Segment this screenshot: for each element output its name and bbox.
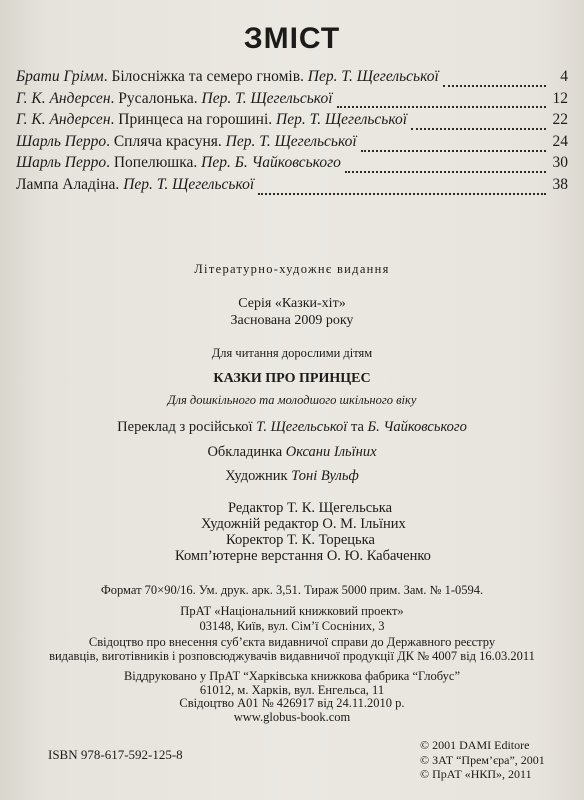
toc-separator: . — [103, 68, 112, 85]
cover-prefix: Обкладинка — [207, 444, 286, 460]
toc-separator: . — [106, 154, 114, 172]
translation-credit — [0, 419, 584, 436]
cover-artist: Оксани Ільїних — [285, 444, 377, 460]
edition-type: Літературно-художнє видання — [194, 262, 390, 276]
series-founded: Заснована 2009 року — [230, 313, 354, 328]
printer-address: 61012, м. Харків, вул. Енгельса, 11 — [199, 683, 385, 697]
artist-name: Тоні Вульф — [291, 468, 359, 484]
toc-author: Шарль Перро — [16, 154, 107, 172]
cover-credit — [0, 444, 584, 461]
translator-2: Б. Чайковського — [367, 419, 467, 435]
toc-translator: Пер. Т. Щегельської — [307, 68, 439, 85]
copyright-line: © 2001 DAMI Editore — [420, 738, 530, 752]
copyright-block — [420, 738, 545, 782]
toc-separator: . — [106, 132, 114, 150]
toc-entry-text — [16, 90, 333, 108]
print-format: Формат 70×90/16. Ум. друк. арк. 3,51. Тираж 5000 прим. Зам. № 1-0594. — [100, 583, 484, 597]
dot-leader — [443, 75, 546, 87]
audience: Для читання дорослими дітям — [211, 346, 373, 360]
toc-author: Г. К. Андерсен — [16, 89, 111, 107]
toc-entry — [16, 90, 568, 112]
page-title: ЗМІСТ — [243, 22, 341, 55]
toc-page-number: 4 — [560, 68, 568, 85]
toc-separator: . — [110, 89, 119, 107]
dot-leader — [345, 161, 546, 173]
toc-entry — [16, 111, 568, 133]
toc-author: Г. К. Андерсен — [16, 111, 111, 129]
proofreader-credit: Коректор Т. К. Торецька — [226, 532, 375, 548]
dot-leader — [361, 140, 546, 152]
toc-page-number: 24 — [552, 132, 568, 150]
copyright-line: © ПрАТ «НКП», 2011 — [420, 767, 532, 781]
toc-entry — [16, 68, 568, 90]
toc-page-number: 38 — [552, 175, 568, 193]
artist-prefix: Художник — [225, 468, 292, 484]
dot-leader — [337, 96, 546, 108]
toc-entry — [16, 154, 568, 176]
series: Серія «Казки-хіт» — [238, 296, 346, 311]
age-group: Для дошкільного та молодшого шкільного віку — [167, 393, 417, 407]
toc-story: Лампа Аладіна. — [16, 175, 124, 193]
certificate-line-1: Свідоцтво про внесення суб’єкта видавничої справи до Державного реєстру — [88, 635, 496, 649]
printer-certificate: Свідоцтво А01 № 426917 від 24.11.2010 р. — [179, 696, 405, 710]
toc-story: Русалонька. — [118, 89, 202, 107]
translation-prefix: Переклад з російської — [117, 419, 257, 435]
toc-page-number: 22 — [552, 111, 568, 129]
toc-separator: . — [110, 111, 119, 129]
toc-story: Білосніжка та семеро гномів. — [111, 68, 308, 85]
toc-entry-text — [16, 111, 407, 129]
editor-credit: Редактор Т. К. Щегельська — [228, 500, 393, 516]
website: www.globus-book.com — [233, 710, 351, 724]
toc-author: Шарль Перро — [16, 132, 107, 150]
toc-entry — [16, 176, 568, 198]
toc-translator: Пер. Б. Чайковського — [201, 154, 341, 172]
toc-translator: Пер. Т. Щегельської — [276, 111, 408, 129]
dot-leader — [258, 183, 546, 195]
printed-by: Віддруковано у ПрАТ “Харківська книжкова фабрика “Глобус” — [123, 669, 461, 683]
translator-1: Т. Щегельської — [256, 419, 348, 435]
layout-credit: Комп’ютерне верстання О. Ю. Кабаченко — [175, 548, 431, 564]
toc-entry-text — [16, 68, 439, 86]
toc-page-number: 30 — [552, 154, 568, 172]
toc-entry-text — [16, 154, 341, 172]
toc-entry-text — [16, 133, 357, 151]
toc-author: Брати Грімм — [16, 68, 104, 85]
toc-story: Попелюшка. — [113, 154, 202, 172]
isbn: ISBN 978-617-592-125-8 — [48, 747, 183, 762]
toc-story: Спляча красуня. — [113, 132, 226, 150]
toc-page-number: 12 — [552, 89, 568, 107]
publisher: ПрАТ «Національний книжковий проект» — [180, 604, 404, 618]
toc-translator: Пер. Т. Щегельської — [225, 132, 357, 150]
toc-translator: Пер. Т. Щегельської — [201, 89, 333, 107]
book-title: КАЗКИ ПРО ПРИНЦЕС — [213, 371, 371, 386]
table-of-contents — [16, 68, 568, 198]
copyright-line: © ЗАТ “Прем’єра”, 2001 — [420, 752, 545, 767]
artist-credit — [0, 468, 584, 485]
certificate-line-2: видавців, виготівників і розповсюджувачів видавничої продукції ДК № 4007 від 16.03.2011 — [49, 649, 535, 663]
translation-mid: та — [347, 419, 368, 435]
toc-entry-text — [16, 176, 254, 194]
publisher-address: 03148, Київ, вул. Сім’ї Сосніних, 3 — [199, 619, 385, 633]
dot-leader — [411, 118, 546, 130]
toc-entry — [16, 133, 568, 155]
toc-story: Принцеса на горошині. — [118, 111, 277, 129]
toc-translator: Пер. Т. Щегельської — [123, 175, 255, 193]
art-editor-credit: Художній редактор О. М. Ільїних — [201, 516, 406, 532]
